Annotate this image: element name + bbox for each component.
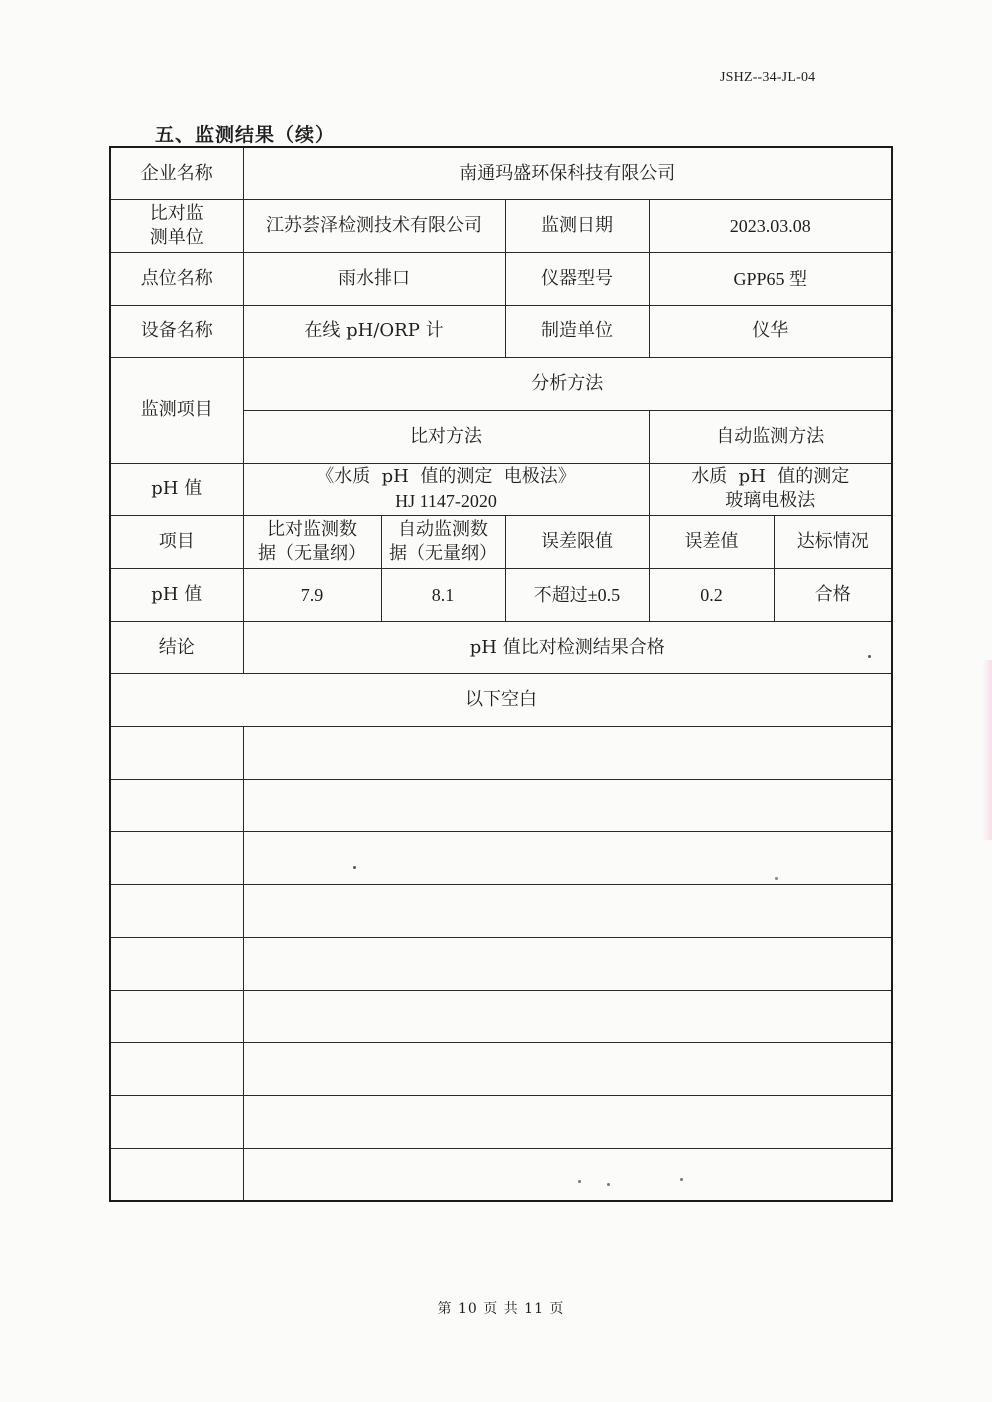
- empty-row: [110, 1095, 892, 1148]
- company-label: 企业名称: [110, 147, 243, 200]
- company-value: 南通玛盛环保科技有限公司: [243, 147, 892, 200]
- scan-speck: [680, 1178, 683, 1181]
- empty-cell: [243, 832, 892, 885]
- section-title: 五、监测结果（续）: [155, 124, 336, 146]
- empty-cell: [110, 1148, 243, 1201]
- date-value: 2023.03.08: [649, 200, 892, 253]
- analysis-method-label: 分析方法: [243, 358, 892, 411]
- compare-unit-label: 比对监测单位: [110, 200, 243, 253]
- scan-speck: [607, 1183, 610, 1186]
- empty-cell: [243, 1148, 892, 1201]
- header-auto-data: [381, 516, 505, 569]
- empty-cell: [110, 990, 243, 1043]
- header-error-value: 误差值: [649, 516, 774, 569]
- empty-cell: [110, 779, 243, 832]
- result-compare-value: 7.9: [243, 569, 381, 622]
- scan-speck: [775, 877, 778, 880]
- row-conclusion: [110, 621, 892, 674]
- empty-cell: [110, 937, 243, 990]
- empty-row: [110, 727, 892, 780]
- header-error-limit: 误差限值: [505, 516, 649, 569]
- maker-value: 仪华: [649, 305, 892, 358]
- auto-method-value: [649, 463, 892, 516]
- auto-method-line1: 水质 pH 值的测定: [691, 466, 850, 488]
- empty-cell: [243, 779, 892, 832]
- scan-speck: [578, 1180, 581, 1183]
- date-label: 监测日期: [505, 200, 649, 253]
- empty-cell: [243, 937, 892, 990]
- header-item: 项目: [110, 516, 243, 569]
- row-result: [110, 569, 892, 622]
- empty-cell: [110, 885, 243, 938]
- empty-cell: [243, 1095, 892, 1148]
- result-status: 合格: [774, 569, 892, 622]
- result-auto-value: 8.1: [381, 569, 505, 622]
- header-compare-data: [243, 516, 381, 569]
- compare-unit-value: 江苏荟泽检测技术有限公司: [243, 200, 505, 253]
- compare-method-line1: 《水质 pH 值的测定 电极法》: [316, 466, 576, 488]
- device-label: 设备名称: [110, 305, 243, 358]
- result-error-limit: 不超过±0.5: [505, 569, 649, 622]
- header-compare-data-line1: 比对监测数: [267, 519, 357, 541]
- compare-method-value: [243, 463, 649, 516]
- blank-note: 以下空白: [110, 674, 892, 727]
- empty-row: [110, 1148, 892, 1201]
- empty-cell: [110, 727, 243, 780]
- ph-label: pH 值: [110, 463, 243, 516]
- empty-cell: [243, 990, 892, 1043]
- header-compare-data-line2: 据（无量纲）: [258, 543, 366, 565]
- row-device: [110, 305, 892, 358]
- empty-cell: [110, 1095, 243, 1148]
- point-value: 雨水排口: [243, 252, 505, 305]
- conclusion-label: 结论: [110, 621, 243, 674]
- header-status: 达标情况: [774, 516, 892, 569]
- page-number: 第 10 页 共 11 页: [437, 1301, 565, 1317]
- monitoring-result-table: [109, 146, 893, 1202]
- auto-method-line2: 玻璃电极法: [725, 490, 816, 512]
- header-auto-data-line1: 自动监测数: [398, 519, 488, 541]
- header-auto-data-line2: 据（无量纲）: [389, 543, 497, 565]
- empty-cell: [110, 832, 243, 885]
- compare-method-label: 比对方法: [243, 410, 649, 463]
- empty-row: [110, 885, 892, 938]
- result-error-value: 0.2: [649, 569, 774, 622]
- point-label: 点位名称: [110, 252, 243, 305]
- empty-row: [110, 1043, 892, 1096]
- compare-method-line2: HJ 1147-2020: [395, 491, 497, 512]
- instrument-label: 仪器型号: [505, 252, 649, 305]
- row-result-headers: [110, 516, 892, 569]
- row-point: [110, 252, 892, 305]
- row-company: [110, 147, 892, 200]
- empty-row: [110, 990, 892, 1043]
- maker-label: 制造单位: [505, 305, 649, 358]
- row-ph-methods: [110, 463, 892, 516]
- item-label: 监测项目: [110, 358, 243, 463]
- result-item: pH 值: [110, 569, 243, 622]
- conclusion-value: pH 值比对检测结果合格: [243, 621, 892, 674]
- device-value: 在线 pH/ORP 计: [243, 305, 505, 358]
- empty-cell: [243, 885, 892, 938]
- empty-cell: [110, 1043, 243, 1096]
- scan-speck: [353, 866, 356, 869]
- scan-speck: [868, 655, 871, 658]
- row-compare-unit: [110, 200, 892, 253]
- empty-cell: [243, 727, 892, 780]
- document-code: JSHZ--34-JL-04: [720, 70, 816, 85]
- empty-cell: [243, 1043, 892, 1096]
- auto-method-label: 自动监测方法: [649, 410, 892, 463]
- instrument-value: GPP65 型: [649, 252, 892, 305]
- scan-edge-tint: [982, 660, 992, 840]
- row-analysis-method: [110, 358, 892, 411]
- empty-row: [110, 937, 892, 990]
- empty-row: [110, 779, 892, 832]
- row-blank-note: [110, 674, 892, 727]
